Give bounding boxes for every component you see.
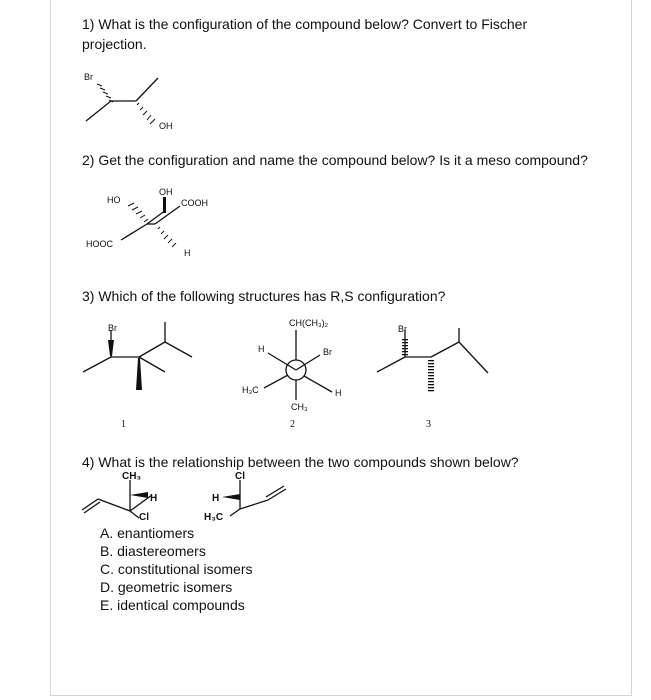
structure-number-1: 1 (121, 419, 126, 430)
structure-4-right (204, 471, 286, 523)
cl-label: Cl (235, 471, 245, 482)
question-1-text: 1) What is the configuration of the compound below? Convert to Fischer projection. (82, 16, 528, 52)
hashed-wedge-bottom (428, 359, 434, 393)
bond (230, 509, 240, 516)
option-b[interactable]: B. diastereomers (100, 543, 206, 559)
bond (121, 224, 147, 240)
ch3-label: CH₃ (122, 471, 142, 482)
cooh-label: COOH (181, 198, 208, 208)
bond (296, 355, 320, 370)
structure-number-2: 2 (290, 419, 295, 430)
bond (86, 101, 111, 121)
h-right-label: H (335, 388, 342, 398)
bond (377, 357, 405, 372)
ch-ch3-2-label: CH(CH₃)₂ (289, 318, 329, 328)
structure-3-3 (377, 324, 488, 430)
answer-options (100, 524, 253, 614)
question-3-text: 3) Which of the following structures has R,S configuration? (82, 288, 446, 304)
wedge-bottom (136, 358, 142, 390)
br-label: Br (323, 347, 332, 357)
h3c-label: H₃C (242, 385, 259, 395)
br-label: Br (398, 324, 407, 334)
oh-label: OH (159, 121, 173, 131)
bond (304, 376, 332, 392)
wedge-br (108, 340, 114, 356)
hashed-wedge-br (97, 84, 113, 102)
ch3-label: CH₃ (291, 402, 308, 412)
bond (240, 500, 268, 509)
option-c[interactable]: C. constitutional isomers (100, 561, 253, 577)
h-label: H (212, 493, 220, 504)
wedge-h (222, 494, 240, 500)
h-left-label: H (258, 344, 265, 354)
hashed-wedge-oh (137, 103, 155, 124)
bond (136, 78, 158, 101)
h-label: H (150, 493, 158, 504)
hashed-wedge-h (158, 227, 176, 247)
h3c-label: H₃C (204, 512, 224, 523)
bond (98, 499, 130, 511)
h-label: H (184, 248, 191, 258)
bond (139, 357, 165, 372)
option-d[interactable]: D. geometric isomers (100, 579, 233, 595)
option-a[interactable]: A. enantiomers (100, 525, 195, 541)
cl-label: Cl (139, 512, 149, 523)
structure-3-2 (242, 318, 342, 430)
structure-4-left (82, 471, 157, 523)
br-label: Br (84, 72, 93, 82)
bond (459, 342, 488, 373)
oh-label: OH (159, 187, 173, 197)
bond (165, 342, 192, 357)
structure-1 (84, 72, 173, 131)
wedge-oh (163, 197, 166, 213)
wedge-h (130, 492, 148, 498)
bond (139, 342, 165, 357)
br-label: Br (108, 323, 117, 333)
structure-3-1 (83, 322, 192, 430)
hooc-label: HOOC (86, 239, 113, 249)
bond (83, 357, 111, 372)
question-4-text: 4) What is the relationship between the two compounds shown below? (82, 454, 519, 470)
ho-label: HO (107, 195, 121, 205)
bond (264, 375, 288, 388)
bond (431, 342, 459, 357)
structure-number-3: 3 (426, 419, 431, 430)
option-e[interactable]: E. identical compounds (100, 597, 245, 613)
structure-2 (86, 187, 208, 258)
hashed-wedge-br (402, 338, 408, 356)
bond (130, 495, 152, 511)
hashed-wedge-ho (128, 203, 148, 222)
question-2-text: 2) Get the configuration and name the compound below? Is it a meso compound? (82, 152, 588, 168)
bond (130, 511, 139, 518)
